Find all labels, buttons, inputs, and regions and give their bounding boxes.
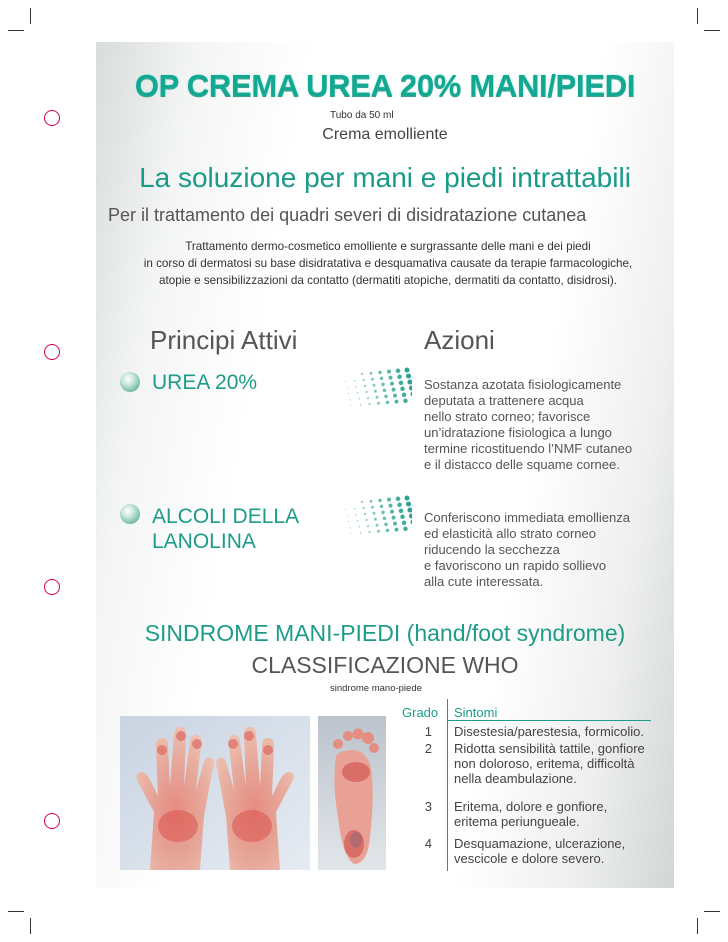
symptom-line: Disestesia/parestesia, formicolio. bbox=[454, 724, 645, 739]
desc-line: Conferiscono immediata emollienza bbox=[424, 510, 630, 525]
crop-mark bbox=[30, 918, 31, 934]
desc-line: Sostanza azotata fisiologicamente bbox=[424, 377, 622, 392]
table-divider-horizontal bbox=[448, 720, 651, 721]
crop-mark bbox=[704, 911, 720, 912]
grade-number: 2 bbox=[424, 741, 432, 756]
intro-line: Trattamento dermo-cosmetico emolliente e surgrassante delle mani e dei piedi bbox=[185, 240, 591, 253]
crop-mark bbox=[8, 30, 24, 31]
foot-photo bbox=[318, 716, 386, 870]
symptom-text bbox=[454, 799, 607, 829]
ingredient-description bbox=[424, 377, 632, 473]
crop-mark bbox=[8, 911, 24, 912]
binder-hole bbox=[44, 813, 60, 829]
dot-fan-icon bbox=[338, 364, 412, 408]
symptom-line: nella deambulazione. bbox=[454, 771, 577, 786]
symptom-text bbox=[454, 741, 645, 786]
grade-number: 3 bbox=[424, 799, 432, 814]
desc-line: riducendo la secchezza bbox=[424, 542, 560, 557]
ingredient-name bbox=[152, 370, 257, 395]
grade-number: 1 bbox=[424, 724, 432, 739]
desc-line: e favoriscono un rapido sollievo bbox=[424, 558, 607, 573]
table-header-grade: Grado bbox=[402, 705, 439, 720]
desc-line: nello strato corneo; favorisce bbox=[424, 409, 591, 424]
ingredient-name-line: ALCOLI DELLA bbox=[152, 505, 300, 528]
crop-mark bbox=[30, 8, 31, 24]
grade-number: 4 bbox=[424, 836, 432, 851]
binder-hole bbox=[44, 579, 60, 595]
symptom-line: non doloroso, eritema, difficoltà bbox=[454, 756, 635, 771]
ingredient-name bbox=[152, 504, 299, 554]
hands-photo bbox=[120, 716, 310, 870]
symptom-line: Eritema, dolore e gonfiore, bbox=[454, 799, 608, 814]
tube-size: Tubo da 50 ml bbox=[330, 110, 394, 121]
table-divider-vertical bbox=[447, 699, 448, 871]
table-header-symptoms: Sintomi bbox=[454, 705, 498, 720]
bullet-icon bbox=[120, 504, 140, 524]
crop-mark bbox=[704, 30, 720, 31]
intro-line: in corso di dermatosi su base disidratativa e desquamativa causate da terapie farmacologiche, bbox=[143, 257, 633, 270]
ingredient-description bbox=[424, 510, 630, 590]
intro-text bbox=[108, 238, 668, 289]
binder-hole bbox=[44, 344, 60, 360]
desc-line: alla cute interessata. bbox=[424, 574, 544, 589]
symptom-line: Desquamazione, ulcerazione, bbox=[454, 836, 626, 851]
product-title: OP CREMA UREA 20% MANI/PIEDI bbox=[134, 68, 636, 103]
classification-title: CLASSIFICAZIONE WHO bbox=[251, 652, 519, 678]
column-heading-principi: Principi Attivi bbox=[150, 325, 298, 355]
dot-fan-icon bbox=[338, 492, 412, 536]
column-heading-azioni: Azioni bbox=[424, 325, 495, 355]
product-subtitle: Crema emolliente bbox=[322, 126, 448, 143]
desc-line: deputata a trattenere acqua bbox=[424, 393, 584, 408]
syndrome-subtitle: sindrome mano-piede bbox=[330, 683, 422, 694]
desc-line: ed elasticità allo strato corneo bbox=[424, 526, 596, 541]
crop-mark bbox=[697, 918, 698, 934]
symptom-line: Ridotta sensibilità tattile, gonfiore bbox=[454, 741, 645, 756]
symptom-text bbox=[454, 836, 625, 866]
desc-line: un’idratazione fisiologica a lungo bbox=[424, 425, 612, 440]
symptom-text bbox=[454, 724, 644, 739]
bullet-icon bbox=[120, 372, 140, 392]
headline: La soluzione per mani e piedi intrattabili bbox=[139, 162, 631, 193]
desc-line: e il distacco delle squame cornee. bbox=[424, 457, 620, 472]
subheadline: Per il trattamento dei quadri severi di disidratazione cutanea bbox=[108, 205, 587, 225]
ingredient-name-line: UREA 20% bbox=[152, 371, 258, 394]
symptom-line: vescicole e dolore severo. bbox=[454, 851, 605, 866]
symptom-line: eritema periungueale. bbox=[454, 814, 580, 829]
ingredient-name-line: LANOLINA bbox=[152, 530, 256, 553]
crop-mark bbox=[697, 8, 698, 24]
syndrome-title: SINDROME MANI-PIEDI (hand/foot syndrome) bbox=[144, 620, 626, 646]
intro-line: atopie e sensibilizzazioni da contatto (dermatiti atopiche, dermatiti da contatto, disidrosi). bbox=[159, 274, 617, 287]
binder-hole bbox=[44, 110, 60, 126]
desc-line: termine ricostituendo l’NMF cutaneo bbox=[424, 441, 633, 456]
